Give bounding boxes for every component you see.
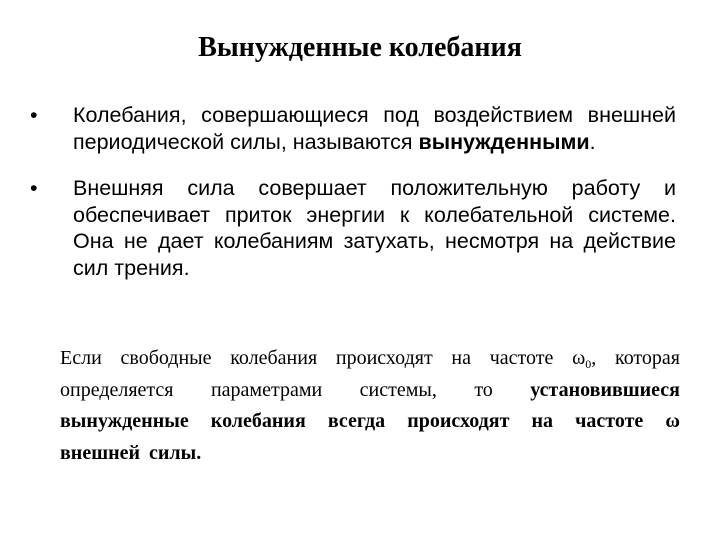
bullet-text-end: . (589, 129, 596, 154)
bullet-list (30, 102, 676, 281)
omega-subscript: 0 (585, 357, 592, 371)
omega-symbol: ω (572, 347, 586, 369)
paragraph-text-middle: , которая определяется параметрами системы, то (60, 347, 680, 401)
bullet-bold-term: вынужденными (418, 129, 590, 154)
bullet-text: Колебания, совершающиеся под воздействием внешней периодической силы, называются (73, 103, 676, 154)
paragraph-text-start: Если свободные колебания происходят на частоте (60, 347, 573, 369)
frequency-paragraph (60, 343, 680, 469)
bullet-marker: • (30, 176, 38, 200)
paragraph-bold-conclusion: установившиеся вынужденные колебания всегда происходят на частоте ω внешней силы. (60, 378, 680, 464)
bullet-text: Внешняя сила совершает положительную работу и обеспечивает приток энергии к колебательной системе. Она не дает колебаниям затухать, несмотря на действие сил трения. (73, 176, 676, 280)
bullet-item-forced-definition (30, 102, 676, 155)
bullet-marker: • (30, 103, 38, 127)
bullet-item-external-force (30, 175, 676, 281)
slide-title: Вынужденные колебания (198, 32, 522, 63)
